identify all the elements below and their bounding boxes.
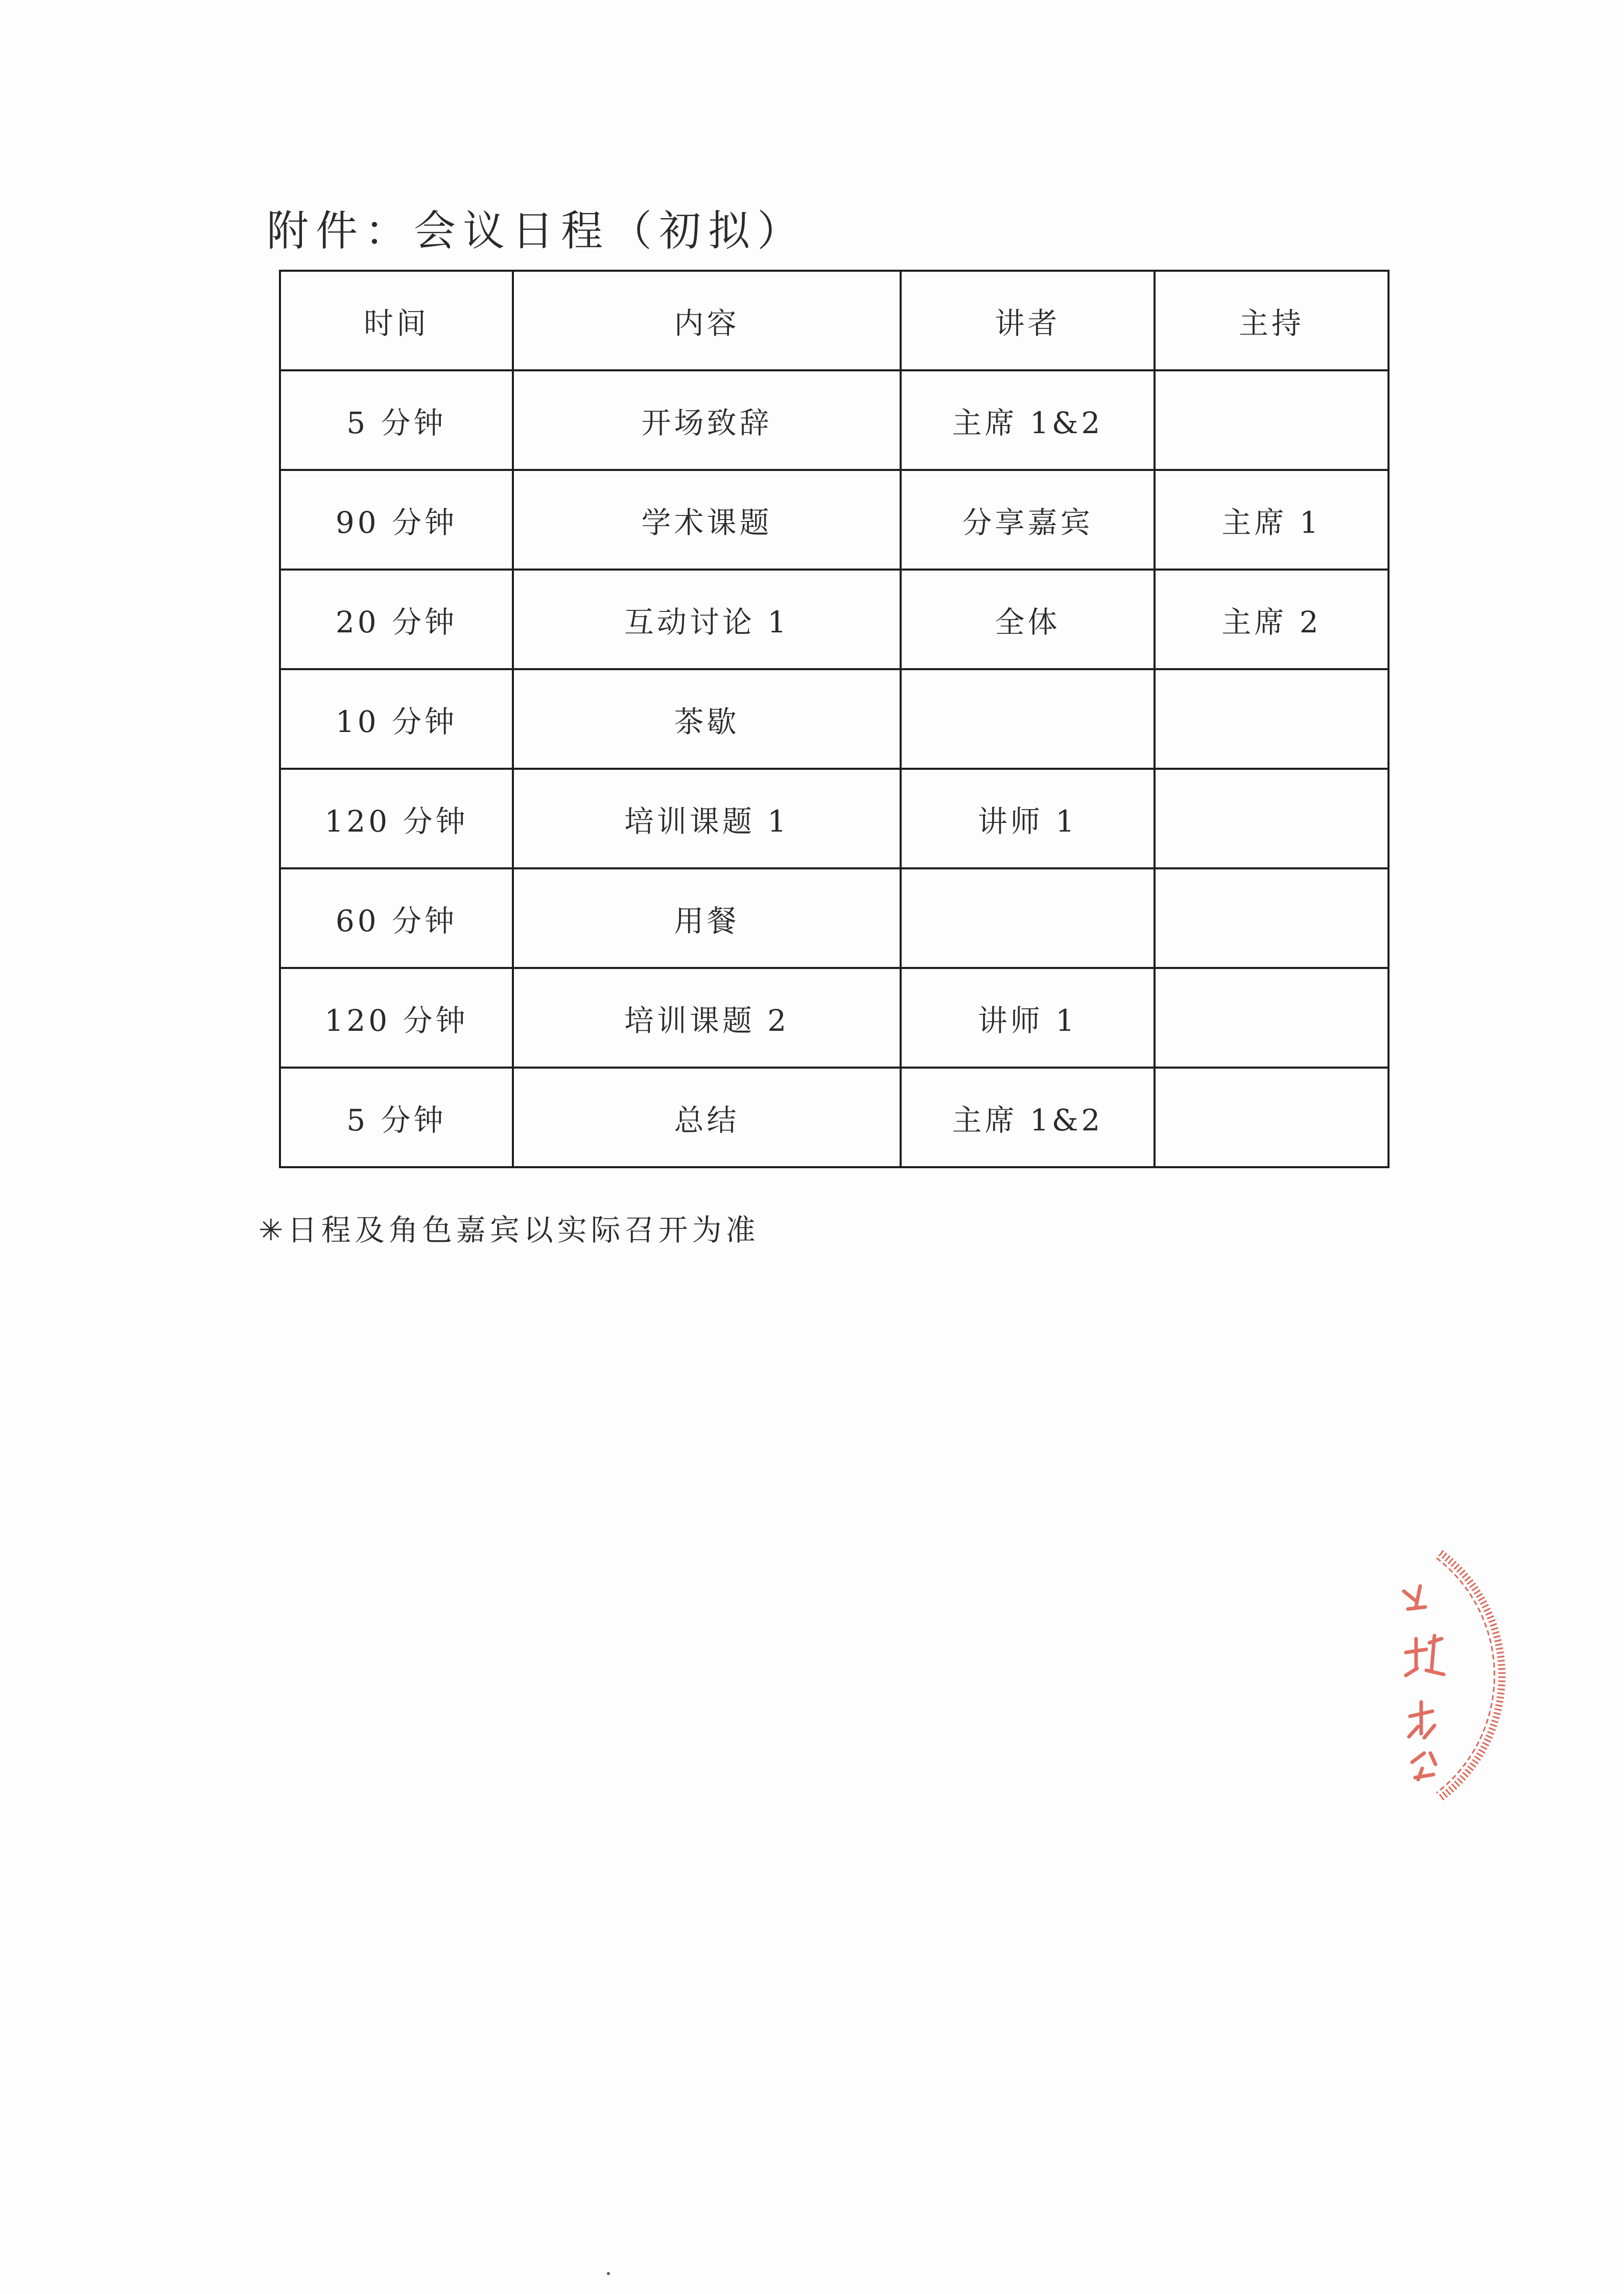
cell-host: [1155, 370, 1388, 470]
cell-speaker: 讲师 1: [901, 968, 1155, 1068]
table-row: [280, 1068, 1388, 1167]
cell-content: 开场致辞: [513, 370, 901, 470]
cell-speaker: 分享嘉宾: [901, 470, 1155, 570]
cell-content: 互动讨论 1: [513, 570, 901, 669]
table-header-row: [280, 271, 1388, 370]
cell-content: 培训课题 2: [513, 968, 901, 1068]
cell-time: 5 分钟: [280, 1068, 513, 1167]
cell-host: [1155, 868, 1388, 968]
seal-ring: [1441, 1553, 1502, 1798]
page-mark: [607, 2272, 610, 2275]
cell-speaker: 主席 1&2: [901, 1068, 1155, 1167]
cell-host: 主席 1: [1155, 470, 1388, 570]
cell-time: 120 分钟: [280, 968, 513, 1068]
cell-time: 10 分钟: [280, 669, 513, 769]
cell-speaker: 讲师 1: [901, 769, 1155, 868]
cell-time: 120 分钟: [280, 769, 513, 868]
cell-time: 60 分钟: [280, 868, 513, 968]
cell-time: 20 分钟: [280, 570, 513, 669]
table-row: [280, 769, 1388, 868]
table-row: [280, 470, 1388, 570]
cell-content: 用餐: [513, 868, 901, 968]
cell-content: 总结: [513, 1068, 901, 1167]
cell-content: 学术课题: [513, 470, 901, 570]
table-row: [280, 570, 1388, 669]
footnote: ✳日程及角色嘉宾以实际召开为准: [258, 1213, 760, 1247]
header-content: 内容: [513, 271, 901, 370]
cell-time: 90 分钟: [280, 470, 513, 570]
cell-host: [1155, 1068, 1388, 1167]
company-seal: [1359, 1522, 1563, 1829]
seal-ring-inner: [1437, 1558, 1494, 1793]
header-speaker: 讲者: [901, 271, 1155, 370]
cell-host: 主席 2: [1155, 570, 1388, 669]
cell-content: 培训课题 1: [513, 769, 901, 868]
cell-content: 茶歇: [513, 669, 901, 769]
table-row: [280, 968, 1388, 1068]
cell-speaker: 主席 1&2: [901, 370, 1155, 470]
table-row: [280, 669, 1388, 769]
header-time: 时间: [280, 271, 513, 370]
cell-host: [1155, 769, 1388, 868]
cell-time: 5 分钟: [280, 370, 513, 470]
cell-speaker: [901, 669, 1155, 769]
seal-characters: [1404, 1586, 1444, 1780]
cell-speaker: [901, 868, 1155, 968]
table-row: [280, 370, 1388, 470]
cell-host: [1155, 669, 1388, 769]
cell-speaker: 全体: [901, 570, 1155, 669]
agenda-table: [279, 270, 1390, 1168]
table-row: [280, 868, 1388, 968]
cell-host: [1155, 968, 1388, 1068]
header-host: 主持: [1155, 271, 1388, 370]
page-title: 附件：会议日程（初拟）: [267, 207, 807, 255]
